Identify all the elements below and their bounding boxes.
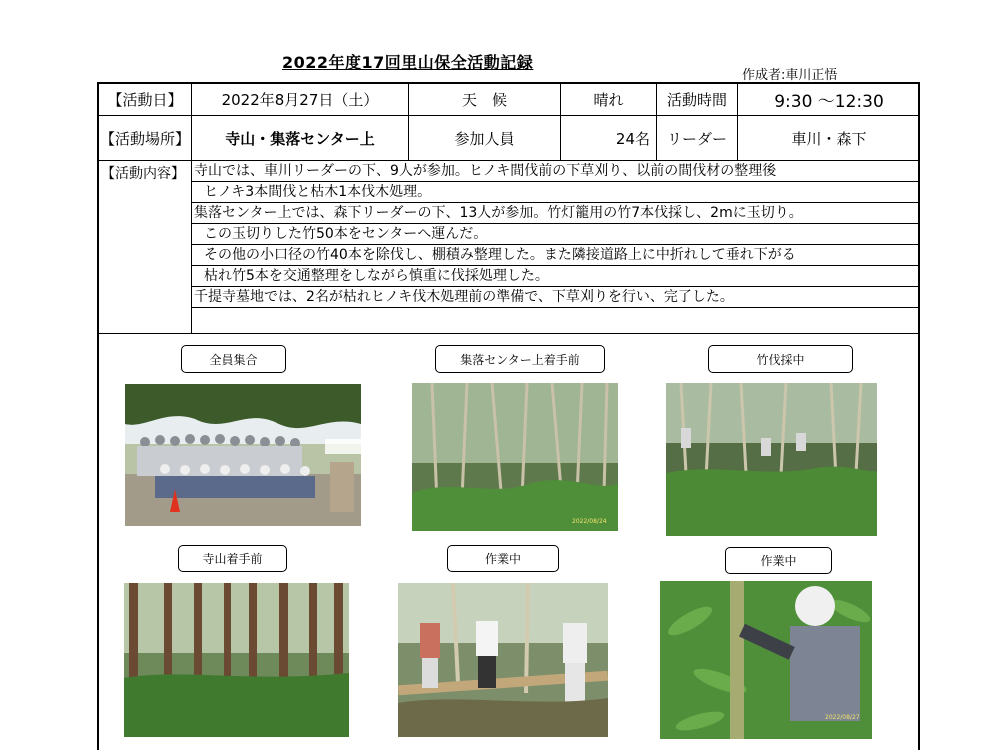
content-label: 【活動内容】	[99, 161, 192, 333]
bamboo-site-photo	[412, 383, 618, 531]
photo-caption: 全員集合	[181, 345, 286, 373]
section-divider	[99, 333, 918, 334]
participants-value: 24名	[561, 116, 657, 160]
date-row	[99, 84, 918, 116]
photo-caption: 作業中	[725, 547, 832, 574]
document-title: 2022年度17回里山保全活動記録	[282, 53, 534, 72]
photo-caption: 作業中	[447, 545, 559, 572]
forest-photo	[124, 583, 349, 737]
content-line: この玉切りした竹50本をセンターへ運んだ。	[192, 224, 920, 245]
bamboo-cutting-photo	[666, 383, 877, 536]
content-line: ヒノキ3本間伐と枯木1本伐木処理。	[192, 182, 920, 203]
weather-value: 晴れ	[561, 84, 657, 115]
photo-date-stamp: 2022/08/24	[572, 518, 607, 525]
author-label: 作成者:車川正悟	[742, 68, 838, 83]
content-line	[192, 308, 920, 333]
content-line: その他の小口径の竹40本を除伐し、棚積み整理した。また隣接道路上に中折れして垂れ下がる	[192, 245, 920, 266]
work-photo-1	[398, 583, 608, 737]
leader-label: リーダー	[657, 116, 738, 160]
photo-caption: 寺山着手前	[178, 545, 287, 572]
content-line: 集落センター上では、森下リーダーの下、13人が参加。竹灯籠用の竹7本伐採し、2mに玉切り。	[192, 203, 920, 224]
time-value: 9:30 ～12:30	[774, 92, 884, 112]
work-photo-2	[660, 581, 872, 739]
date-label: 【活動日】	[99, 84, 192, 115]
photo-date-stamp: 2022/08/27	[825, 714, 860, 721]
content-line: 枯れ竹5本を交通整理をしながら慎重に伐採処理した。	[192, 266, 920, 287]
participants-label: 参加人員	[409, 116, 561, 160]
photo-caption: 集落センター上着手前	[435, 345, 605, 373]
photo-caption: 竹伐採中	[708, 345, 853, 373]
leader-value: 車川・森下	[791, 129, 867, 148]
place-value: 寺山・集落センター上	[192, 116, 409, 160]
place-label: 【活動場所】	[99, 116, 192, 160]
content-line: 千提寺墓地では、2名が枯れヒノキ伐木処理前の準備で、下草刈りを行い、完了した。	[192, 287, 920, 308]
date-value: 2022年8月27日（土）	[192, 84, 409, 115]
weather-label: 天 候	[409, 84, 561, 115]
content-line: 寺山では、車川リーダーの下、9人が参加。ヒノキ間伐前の下草刈り、以前の間伐材の整理後	[192, 161, 920, 182]
place-row	[99, 116, 918, 161]
time-label: 活動時間	[657, 84, 738, 115]
group-photo	[125, 384, 361, 526]
